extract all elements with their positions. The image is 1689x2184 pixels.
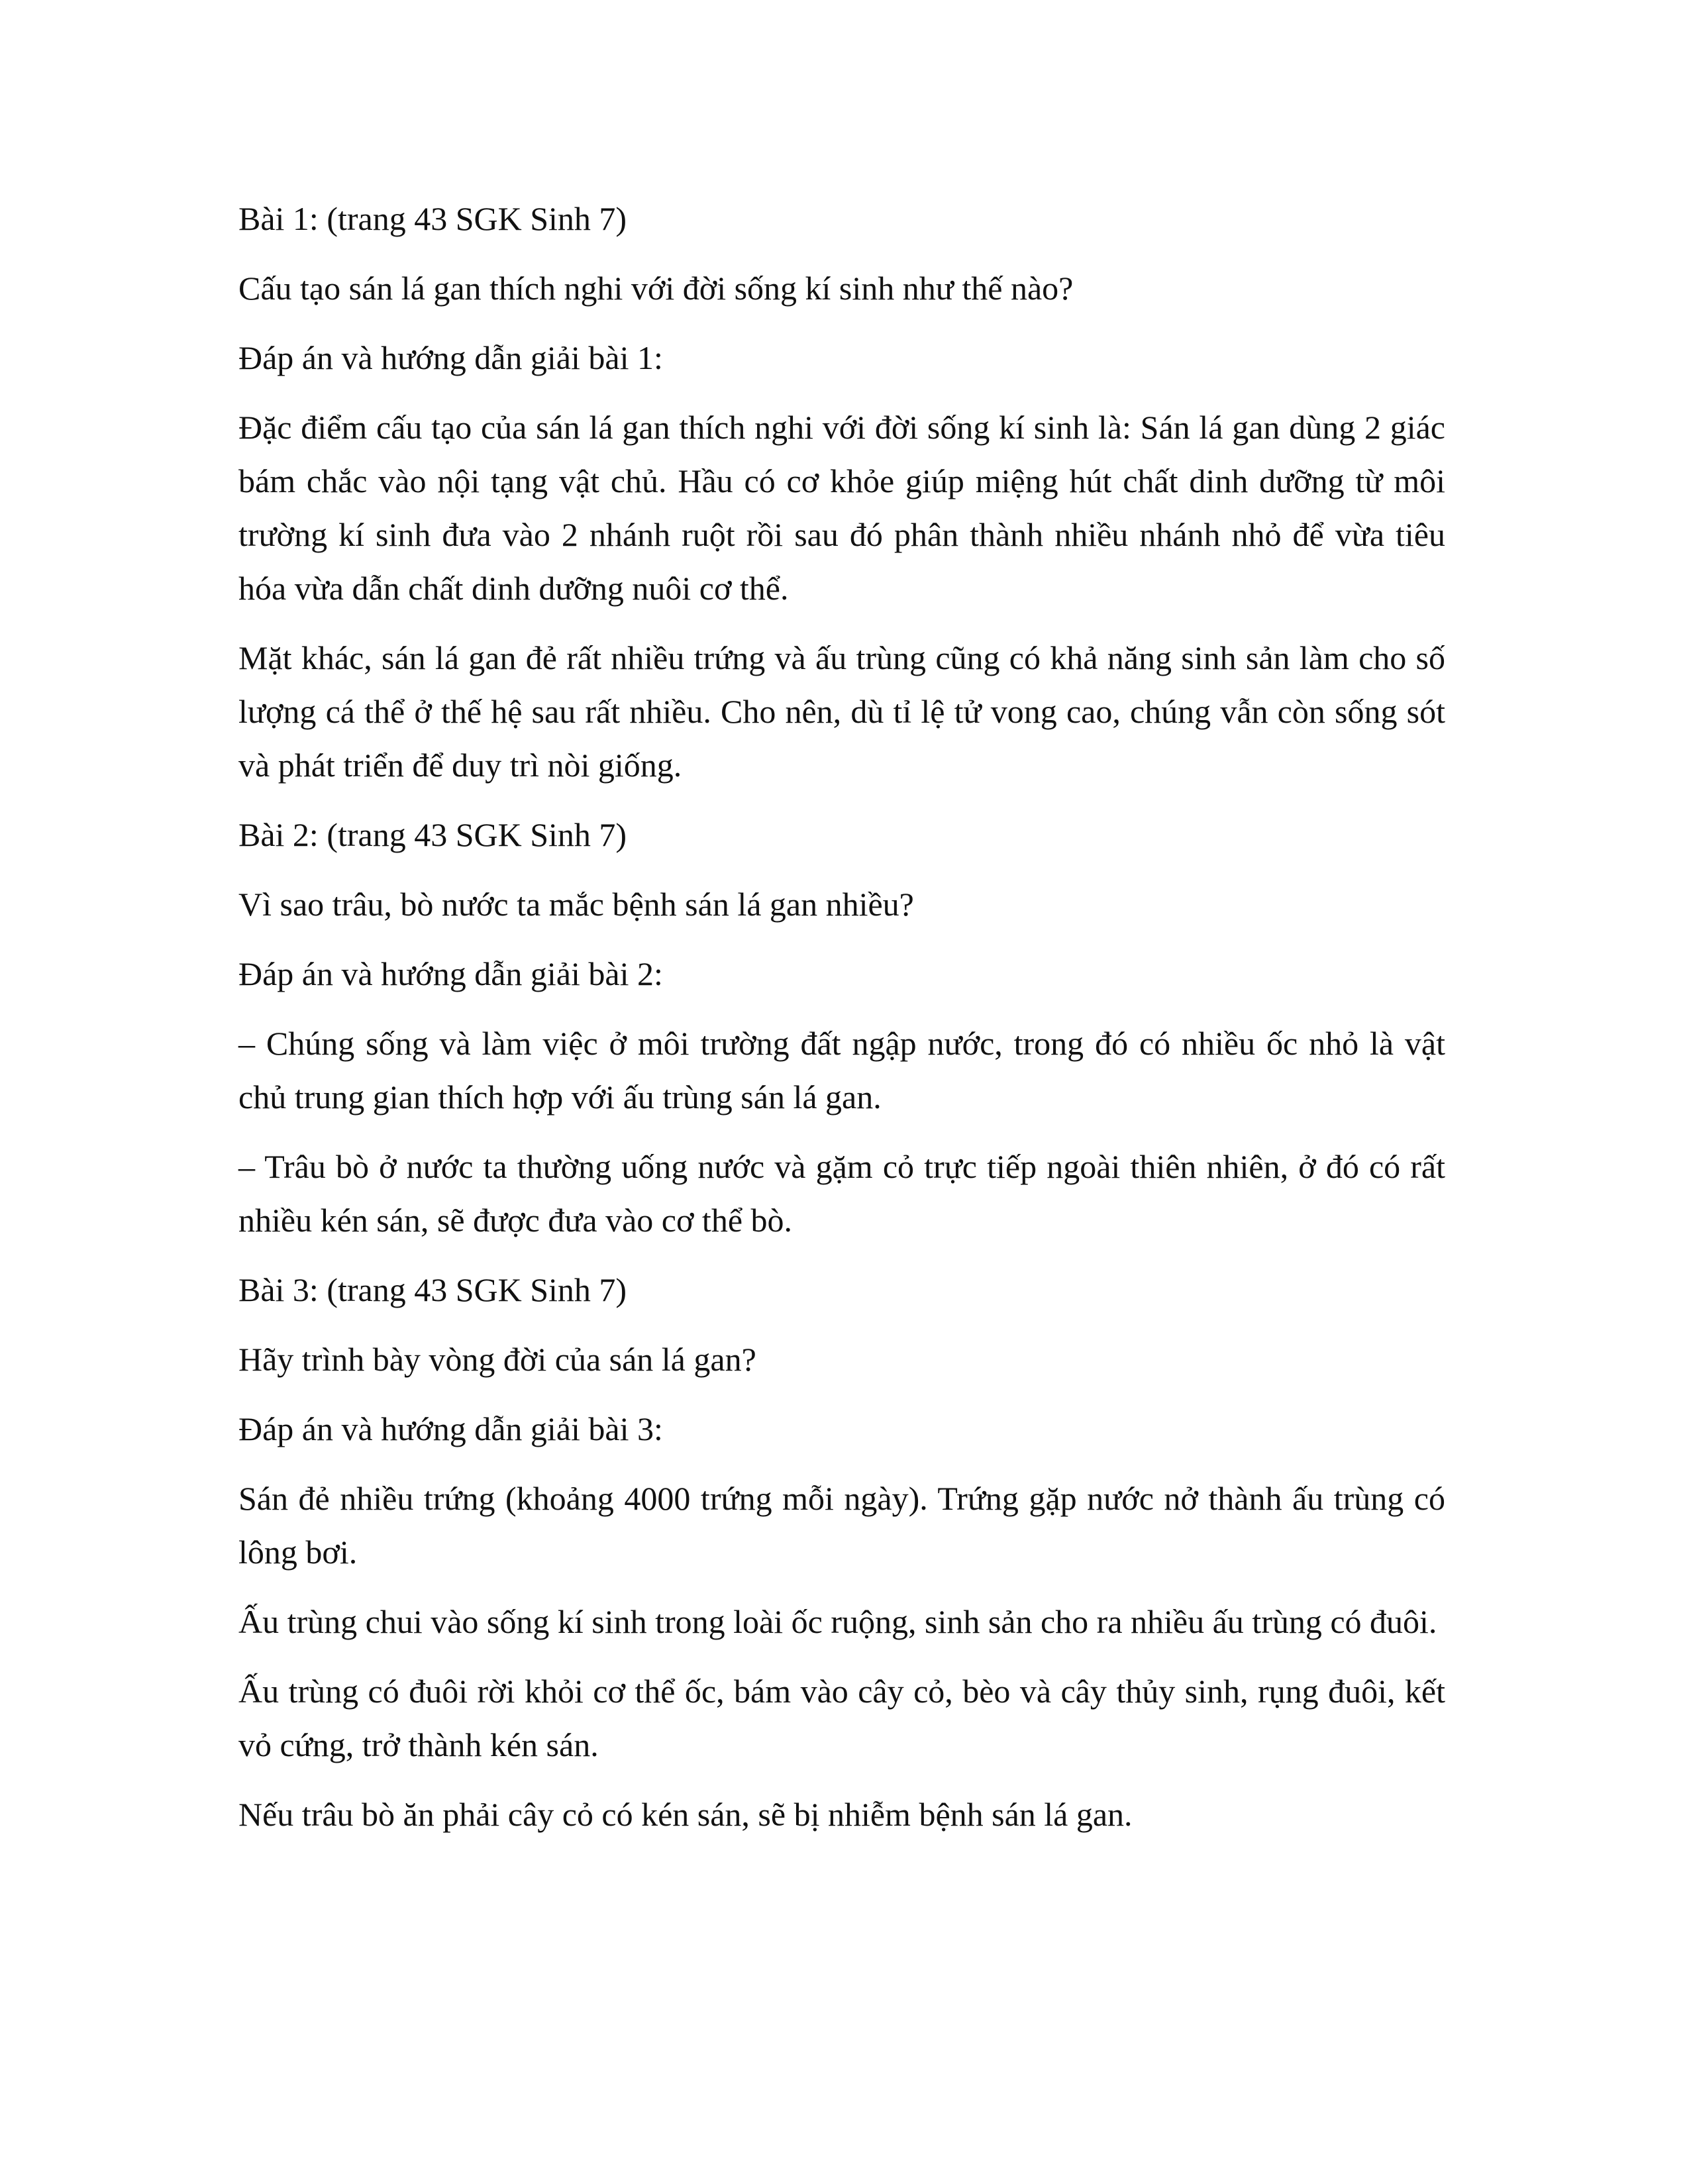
exercise-3-answer-heading: Đáp án và hướng dẫn giải bài 3: [238, 1410, 663, 1447]
document-page [238, 192, 1445, 1857]
exercise-3-question: Hãy trình bày vòng đời của sán lá gan? [238, 1341, 756, 1378]
exercise-1-answer-paragraph-1: Đặc điểm cấu tạo của sán lá gan thích nghi với đời sống kí sinh là: Sán lá gan dùng 2 giác bám chắc vào nội tạng vật chủ. Hầu có cơ khỏe giúp miệng hút chất dinh dưỡng từ môi trường kí sinh đưa vào 2 nhánh ruột rồi sau đó phân thành nhiều nhánh nhỏ để vừa tiêu hóa vừa dẫn chất dinh dưỡng nuôi cơ thể. [238, 409, 1445, 607]
exercise-2-answer-point-2: – Trâu bò ở nước ta thường uống nước và gặm cỏ trực tiếp ngoài thiên nhiên, ở đó có rất nhiều kén sán, sẽ được đưa vào cơ thể bò. [238, 1148, 1445, 1239]
exercise-3-answer-paragraph-1: Sán đẻ nhiều trứng (khoảng 4000 trứng mỗi ngày). Trứng gặp nước nở thành ấu trùng có lông bơi. [238, 1480, 1445, 1571]
exercise-1-heading: Bài 1: (trang 43 SGK Sinh 7) [238, 200, 627, 237]
exercise-2-question: Vì sao trâu, bò nước ta mắc bệnh sán lá gan nhiều? [238, 886, 914, 923]
exercise-2-answer-heading: Đáp án và hướng dẫn giải bài 2: [238, 955, 663, 992]
exercise-1-question: Cấu tạo sán lá gan thích nghi với đời sống kí sinh như thế nào? [238, 270, 1074, 307]
exercise-3-answer-paragraph-4: Nếu trâu bò ăn phải cây cỏ có kén sán, sẽ bị nhiễm bệnh sán lá gan. [238, 1796, 1133, 1833]
exercise-3-answer-paragraph-3: Ấu trùng có đuôi rời khỏi cơ thể ốc, bám vào cây cỏ, bèo và cây thủy sinh, rụng đuôi, kết vỏ cứng, trở thành kén sán. [238, 1673, 1445, 1763]
exercise-3-answer-paragraph-2: Ấu trùng chui vào sống kí sinh trong loài ốc ruộng, sinh sản cho ra nhiều ấu trùng có đuôi. [238, 1603, 1437, 1640]
exercise-1-answer-heading: Đáp án và hướng dẫn giải bài 1: [238, 339, 663, 376]
exercise-2-answer-point-1: – Chúng sống và làm việc ở môi trường đất ngập nước, trong đó có nhiều ốc nhỏ là vật chủ trung gian thích hợp với ấu trùng sán lá gan. [238, 1025, 1445, 1116]
exercise-2-heading: Bài 2: (trang 43 SGK Sinh 7) [238, 816, 627, 853]
exercise-3-heading: Bài 3: (trang 43 SGK Sinh 7) [238, 1271, 627, 1308]
exercise-1-answer-paragraph-2: Mặt khác, sán lá gan đẻ rất nhiều trứng và ấu trùng cũng có khả năng sinh sản làm cho số lượng cá thể ở thế hệ sau rất nhiều. Cho nên, dù tỉ lệ tử vong cao, chúng vẫn còn sống sót và phát triển để duy trì nòi giống. [238, 639, 1445, 784]
